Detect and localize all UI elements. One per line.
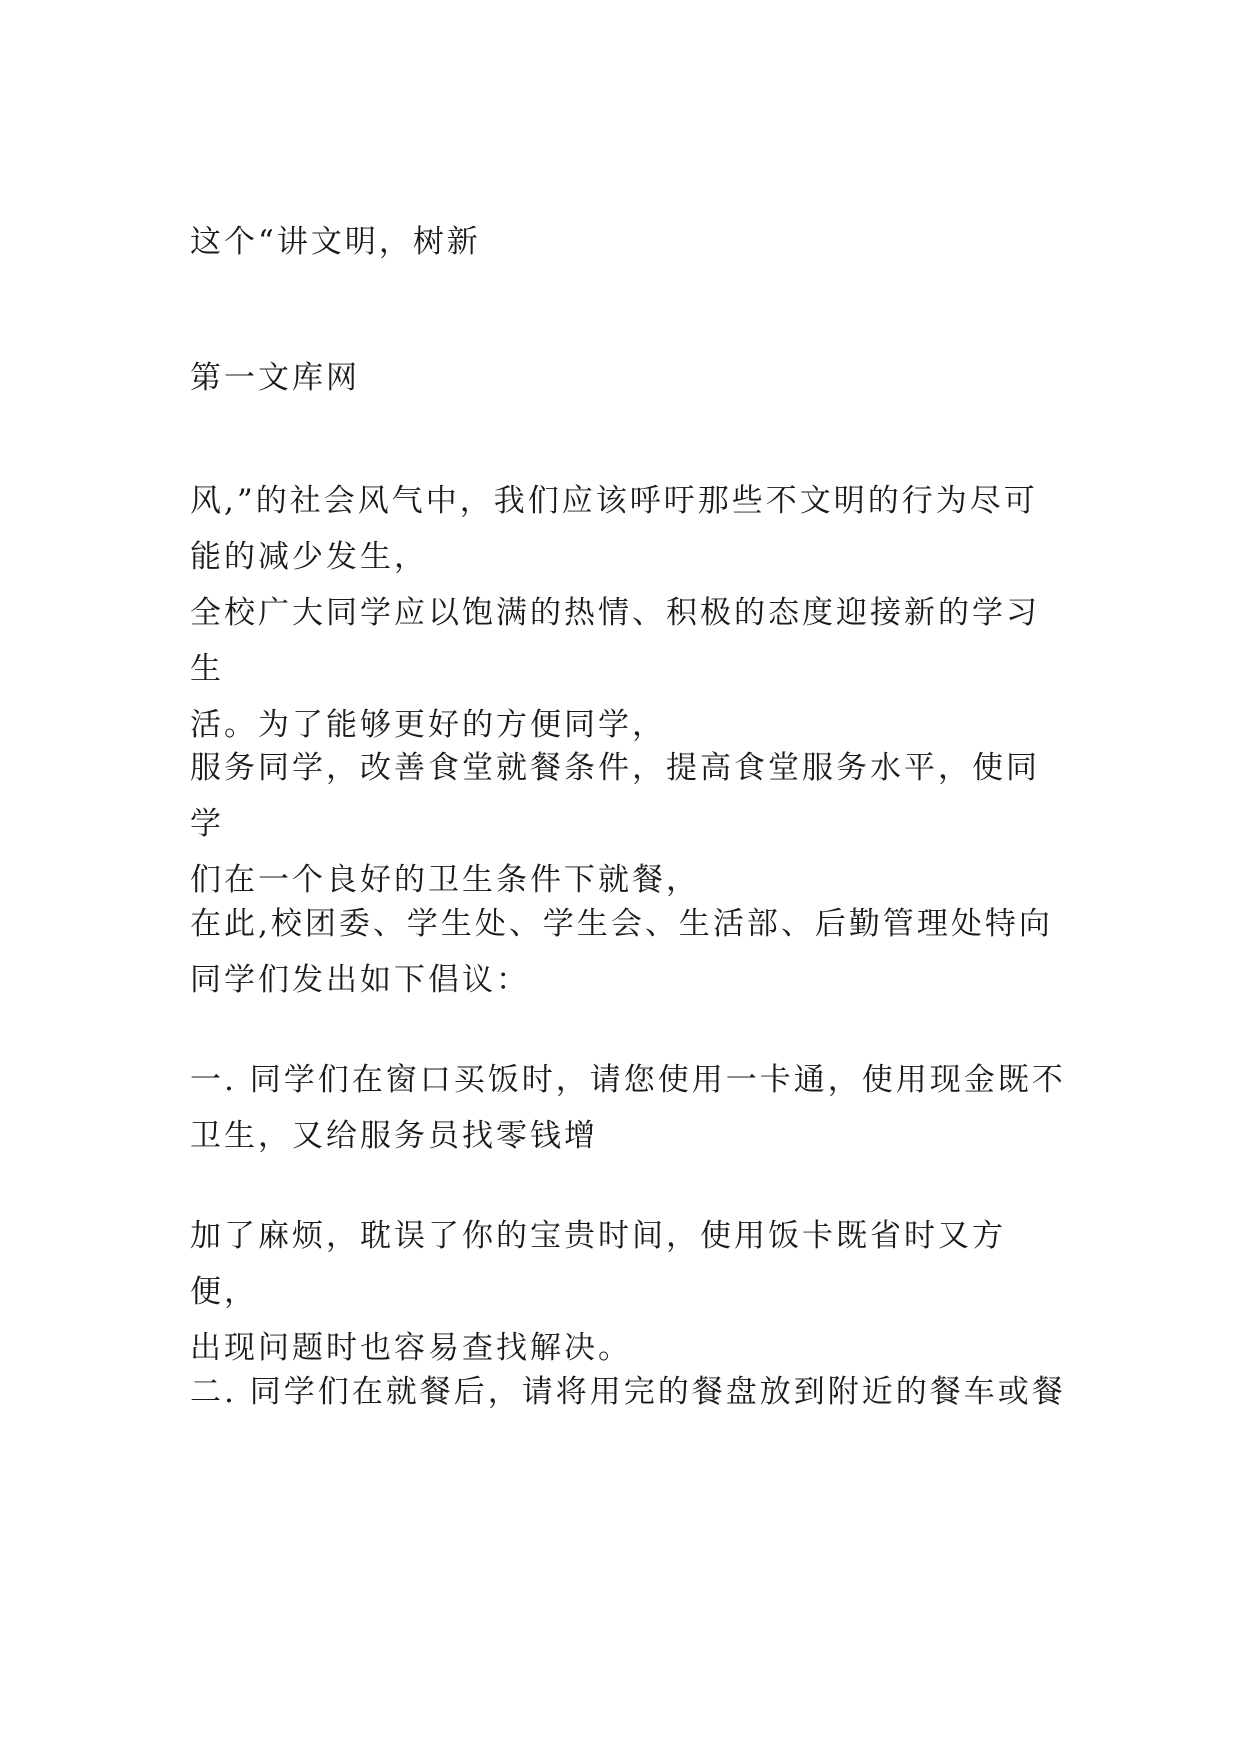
text-line: 们在一个良好的卫生条件下就餐，	[190, 862, 700, 898]
text-line: 能的减少发生，	[190, 539, 428, 575]
paragraph-item-one	[190, 1052, 1070, 1164]
text-line: 第一文库网	[190, 360, 360, 396]
text-line: 这个“讲文明，树新	[190, 224, 481, 260]
paragraph-source-name	[190, 350, 1070, 406]
text-line: 卫生，又给服务员找零钱增	[190, 1118, 598, 1154]
paragraph-item-one-continued	[190, 1208, 1070, 1376]
paragraph-item-two	[190, 1364, 1070, 1420]
text-line: 服务同学，改善食堂就餐条件，提高食堂服务水平，使同学	[190, 750, 1040, 842]
text-line: 在此,校团委、学生处、学生会、生活部、后勤管理处特向	[190, 906, 1053, 942]
paragraph-service-improvement	[190, 740, 1070, 908]
text-line: 一. 同学们在窗口买饭时，请您使用一卡通，使用现金既不	[190, 1062, 1066, 1098]
paragraph-social-atmosphere	[190, 473, 1070, 753]
text-line: 活。为了能够更好的方便同学，	[190, 707, 666, 743]
text-line: 出现问题时也容易查找解决。	[190, 1330, 632, 1366]
text-line: 二. 同学们在就餐后，请将用完的餐盘放到附近的餐车或餐	[190, 1374, 1066, 1410]
text-line: 加了麻烦，耽误了你的宝贵时间，使用饭卡既省时又方便，	[190, 1218, 1006, 1310]
paragraph-initiative-intro	[190, 896, 1070, 1008]
paragraph-intro-fragment	[190, 214, 1070, 270]
text-line: 风,”的社会风气中，我们应该呼吁那些不文明的行为尽可	[190, 483, 1038, 519]
text-line: 同学们发出如下倡议：	[190, 962, 530, 998]
text-line: 全校广大同学应以饱满的热情、积极的态度迎接新的学习生	[190, 595, 1040, 687]
